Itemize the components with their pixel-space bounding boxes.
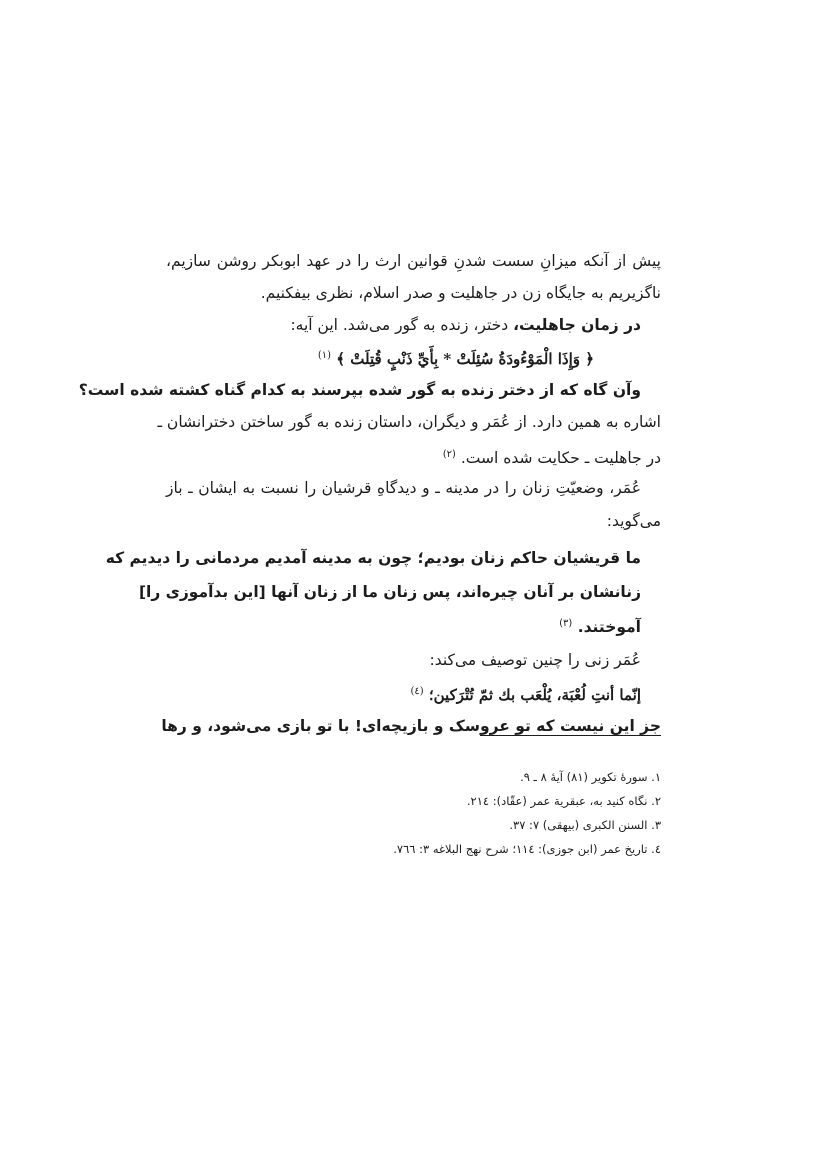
translation-text: وآن گاه که از دختر زنده به گور شده بپرسند به کدام گناه کشته شده است؟ [78, 381, 641, 399]
footnote-3: ٣. السنن الكبرى (بيهقى) ٧: ٣٧. [509, 818, 661, 832]
quote-line-2 [138, 580, 641, 604]
footnote-2: ٢. نگاه کنید به، عبقرية عمر (عقّاد): ٢١٤. [466, 794, 661, 808]
footnote-ref-1: (١) [317, 350, 332, 361]
body-text: عُمَر، وضعیّتِ زنان را در مدینه ـ و دیدگاهِ قرشیان را نسبت به ایشان ـ باز [166, 479, 641, 497]
body-text: عُمَر زنی را چنین توصیف می‌کند: [429, 651, 641, 669]
quote-text: ما قریشیان حاکم زنان بودیم؛ چون به مدینه آمدیم مردمانی را دیدیم که [105, 549, 641, 567]
body-text: ناگزیریم به جایگاه زن در جاهلیت و صدر اسلام، نظری بیفکنیم. [260, 284, 661, 302]
body-line-6 [157, 410, 661, 434]
verse-translation [79, 378, 641, 402]
arabic-quote-text: إنّما أنتِ لُعْبَة، يُلْعَب بك ثمّ تُتْرَكين؛ [428, 686, 641, 704]
quote-text: زنانشان بر آنان چیره‌اند، پس زنان ما از زنان آنها [این بدآموزی را] [138, 583, 641, 601]
body-line-7 [443, 443, 661, 470]
body-line-3 [290, 313, 641, 337]
quote-line-1 [105, 546, 641, 570]
quote-line-3 [559, 612, 641, 639]
quote-text: آموختند. [577, 618, 641, 637]
body-text: اشاره به همین دارد. از عُمَر و دیگران، داستان زنده به گور ساختن دخترانشان ـ [157, 413, 661, 431]
body-line-2 [261, 281, 661, 305]
body-text: می‌گوید: [606, 512, 661, 530]
body-text: پیش از آنکه میزانِ سست شدنِ قوانین ارث را در عهد ابوبکر روشن سازیم، [166, 252, 661, 270]
arabic-quote [410, 680, 641, 707]
bold-lead-text: در زمان جاهلیت، [513, 316, 641, 334]
quran-verse [318, 344, 594, 371]
body-line-8 [166, 476, 641, 500]
footnote-ref-3: (٣) [559, 618, 573, 629]
footnote-4: ٤. تاریخ عمر (ابن جوزی): ١١٤؛ شرح نهج البلاغه ٣: ٧٦٦. [393, 842, 661, 856]
body-line-9 [607, 509, 661, 533]
translation-text: جز این نیست که تو عروسک و بازیچه‌ای! با تو بازی می‌شود، و رها [161, 717, 661, 735]
footnote-1: ١. سورهٔ تکویر (٨١) آیهٔ ٨ ـ ٩. [520, 770, 661, 784]
footnote-divider [480, 735, 661, 736]
verse-text: ﴿ وَإِذَا الْمَوْءُودَةُ سُئِلَتْ * بِأَيِّ ذَنْبٍ قُتِلَتْ ﴾ [336, 350, 594, 368]
body-text: دختر، زنده به گور می‌شد. این آیه: [290, 316, 509, 334]
footnote-ref-2: (٢) [442, 449, 456, 460]
body-text: در جاهلیت ـ حکایت شده است. [460, 449, 661, 468]
footnote-ref-4: (٤) [410, 686, 424, 697]
body-line-1 [166, 249, 661, 273]
body-line-13 [430, 648, 641, 672]
